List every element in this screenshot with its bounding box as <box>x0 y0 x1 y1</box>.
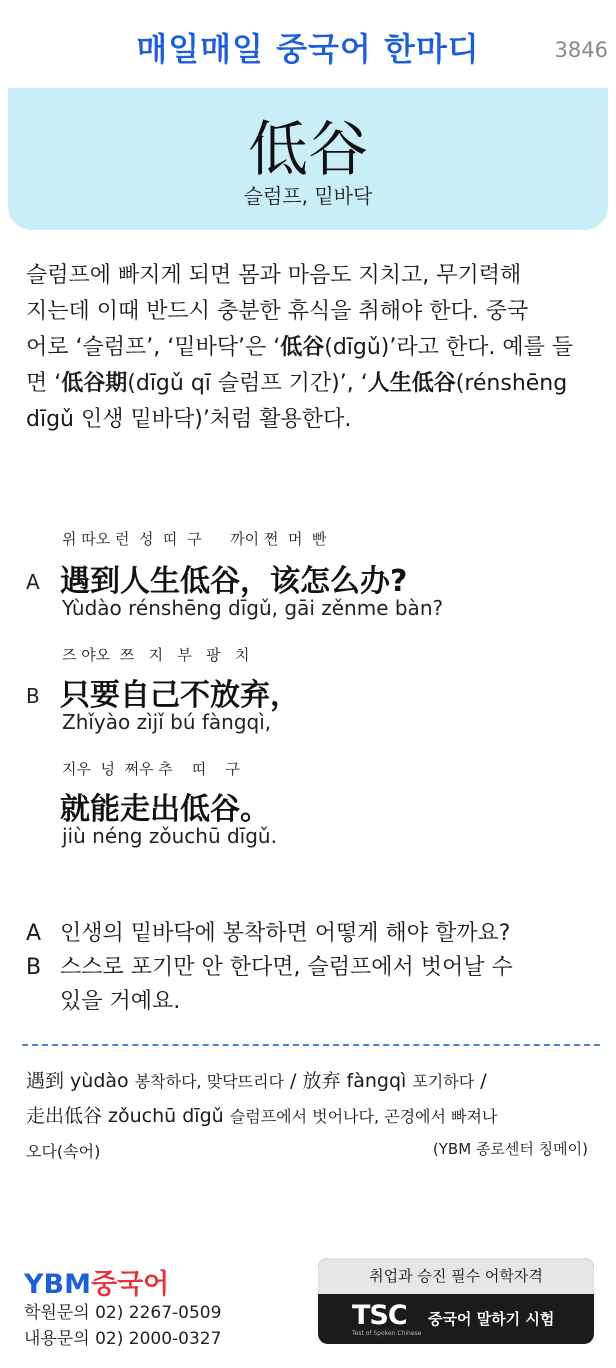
ybm-logo <box>24 1262 169 1301</box>
translation-b <box>26 950 513 981</box>
korean-pronunciation: 즈 야오 쯔 지 부 팡 치 <box>62 646 250 664</box>
korean-pronunciation: 지우 넝 쩌우 추 띠 구 <box>62 760 240 778</box>
chinese-sentence: 只要自己不放弃， <box>60 678 300 713</box>
text-segment: (dīgǔ qī 슬럼프 기간)’, ‘ <box>127 371 368 396</box>
ad-description: 중국어 말하기 시험 <box>428 1310 555 1328</box>
contact-content: 내용문의 02) 2000-0327 <box>24 1329 222 1349</box>
vocab-line <box>26 1064 596 1099</box>
vocab-separator: / <box>474 1070 487 1092</box>
chinese-sentence: 就能走出低谷。 <box>60 792 270 827</box>
translation-text: 있을 거예요. <box>60 989 181 1014</box>
text-segment: (dīgǔ)’라고 한다. 예를 들 <box>324 335 574 360</box>
tsc-ad-banner[interactable] <box>318 1258 594 1344</box>
translation-b-cont <box>26 984 180 1015</box>
speaker-label: A <box>26 570 40 594</box>
vocab-word: 放弃 fàngqì <box>302 1070 407 1092</box>
text-segment: 면 ‘ <box>26 371 62 396</box>
speaker-label: B <box>26 955 42 980</box>
vocab-meaning: 슬럼프에서 벗어나다, 곤경에서 빠져나 <box>229 1107 498 1126</box>
speaker-label: B <box>26 684 40 708</box>
issue-number: 3846 <box>554 38 608 62</box>
vocab-line <box>26 1099 596 1134</box>
translation-text: 인생의 밑바닥에 봉착하면 어떻게 해야 할까요? <box>60 921 511 946</box>
vocab-meaning: 오다(속어) <box>26 1142 101 1161</box>
text-segment: (rénshēng <box>455 371 568 396</box>
contact-academy: 학원문의 02) 2267-0509 <box>24 1303 222 1323</box>
dashed-divider <box>22 1044 600 1046</box>
explanation-line: 슬럼프에 빠지게 되면 몸과 마음도 지치고, 무기력해 <box>26 263 522 288</box>
explanation-line: dīgǔ 인생 밑바닥)’처럼 활용한다. <box>26 407 352 432</box>
series-title: 매일매일 중국어 한마디 <box>136 30 480 68</box>
ad-tagline: 취업과 승진 필수 어학자격 <box>318 1258 594 1294</box>
logo-kr: 중국어 <box>91 1269 170 1300</box>
tsc-logo-subtitle: Test of Spoken Chinese <box>352 1330 422 1337</box>
vocab-meaning: 봉착하다, 맞닥뜨리다 <box>134 1072 284 1091</box>
translation-a <box>26 916 510 947</box>
hero-meaning: 슬럼프, 밑바닥 <box>243 184 373 208</box>
explanation-line <box>26 330 596 366</box>
explanation-paragraph <box>26 258 596 438</box>
translation-text: 스스로 포기만 안 한다면, 슬럼프에서 벗어날 수 <box>60 955 513 980</box>
vocab-meaning: 포기하다 <box>412 1072 475 1091</box>
keyword-bold: 低谷期 <box>61 371 128 396</box>
explanation-line <box>26 366 596 402</box>
hero-word: 低谷 <box>248 115 368 185</box>
pinyin-line: jiù néng zǒuchū dīgǔ. <box>62 824 277 848</box>
text-segment: 어로 ‘슬럼프’, ‘밑바닥’은 ‘ <box>26 335 281 360</box>
speaker-label: A <box>26 921 42 946</box>
tsc-logo: TSC <box>352 1300 407 1331</box>
author-credit: (YBM 종로센터 칭메이) <box>432 1140 588 1158</box>
keyword-bold: 低谷 <box>280 335 325 360</box>
hero-card <box>8 88 608 230</box>
pinyin-line: Zhǐyào zìjǐ bú fàngqì, <box>62 710 272 734</box>
pinyin-line: Yùdào rénshēng dīgǔ, gāi zěnme bàn? <box>62 596 444 620</box>
keyword-bold: 人生低谷 <box>367 371 456 396</box>
vocab-word: 走出低谷 zǒuchū dīgǔ <box>26 1105 224 1127</box>
logo-en: YBM <box>24 1269 91 1300</box>
vocab-word: 遇到 yùdào <box>26 1070 129 1092</box>
vocab-separator: / <box>283 1070 303 1092</box>
header <box>0 0 616 88</box>
korean-pronunciation: 위 따오 런 성 띠 구 까이 쩐 머 빤 <box>62 530 327 548</box>
chinese-sentence: 遇到人生低谷，该怎么办? <box>60 564 408 599</box>
explanation-line: 지는데 이때 반드시 충분한 휴식을 취해야 한다. 중국 <box>26 299 529 324</box>
